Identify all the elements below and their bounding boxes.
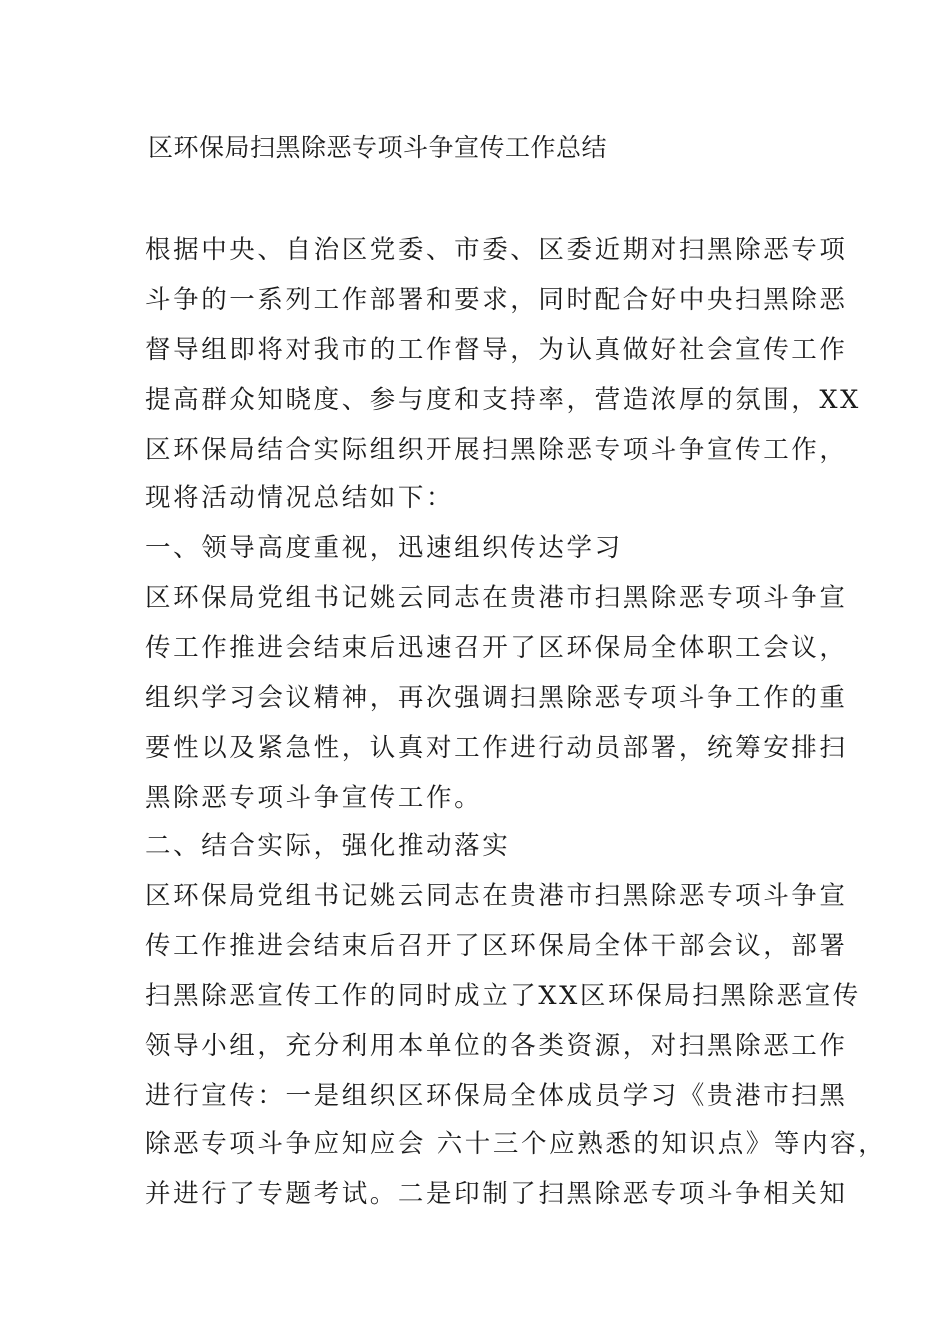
section-heading: 二、结合实际，强化推动落实 bbox=[145, 831, 511, 861]
body-line: 并进行了专题考试。二是印制了扫黑除恶专项斗争相关知 bbox=[145, 1179, 848, 1209]
body-line: 组织学习会议精神，再次强调扫黑除恶专项斗争工作的重 bbox=[145, 683, 848, 713]
body-line: 根据中央、自治区党委、市委、区委近期对扫黑除恶专项 bbox=[145, 235, 848, 265]
body-line: 区环保局党组书记姚云同志在贵港市扫黑除恶专项斗争宣 bbox=[145, 583, 848, 613]
body-line: 督导组即将对我市的工作督导，为认真做好社会宣传工作 bbox=[145, 335, 848, 365]
section-heading: 一、领导高度重视，迅速组织传达学习 bbox=[145, 533, 623, 563]
body-line: 区环保局结合实际组织开展扫黑除恶专项斗争宣传工作， bbox=[145, 435, 848, 465]
body-line: 提高群众知晓度、参与度和支持率，营造浓厚的氛围，XX bbox=[145, 385, 861, 415]
document-title: 区环保局扫黑除恶专项斗争宣传工作总结 bbox=[148, 133, 608, 162]
body-line: 进行宣传：一是组织区环保局全体成员学习《贵港市扫黑 bbox=[145, 1081, 848, 1111]
body-line: 领导小组，充分利用本单位的各类资源，对扫黑除恶工作 bbox=[145, 1031, 848, 1061]
body-line: 现将活动情况总结如下： bbox=[145, 483, 455, 513]
body-line: 斗争的一系列工作部署和要求，同时配合好中央扫黑除恶 bbox=[145, 285, 848, 315]
body-line: 区环保局党组书记姚云同志在贵港市扫黑除恶专项斗争宣 bbox=[145, 881, 848, 911]
body-line: 扫黑除恶宣传工作的同时成立了XX区环保局扫黑除恶宣传 bbox=[145, 981, 861, 1011]
body-line: 传工作推进会结束后迅速召开了区环保局全体职工会议， bbox=[145, 633, 848, 663]
body-line: 要性以及紧急性，认真对工作进行动员部署，统筹安排扫 bbox=[145, 733, 848, 763]
body-line: 除恶专项斗争应知应会 六十三个应熟悉的知识点》等内容， bbox=[145, 1129, 887, 1159]
body-line: 传工作推进会结束后召开了区环保局全体干部会议，部署 bbox=[145, 931, 848, 961]
body-line: 黑除恶专项斗争宣传工作。 bbox=[145, 783, 483, 813]
